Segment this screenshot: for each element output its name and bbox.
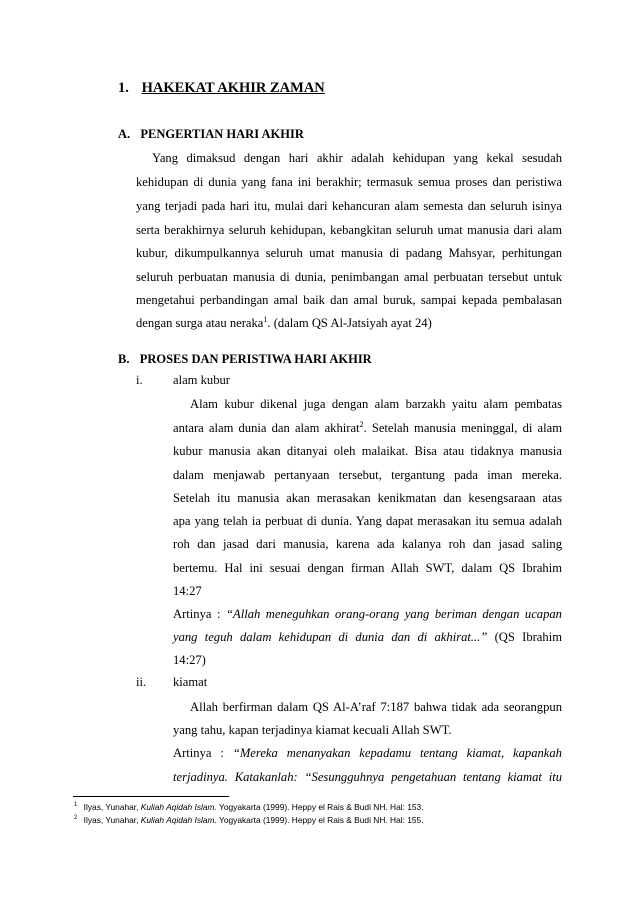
section-a-line: mengetahui perbandingan amal baik dan amal buruk, sampai kepada pembalasan (136, 293, 562, 307)
quote-text: yang teguh dalam kehidupan di dunia dan di akhirat...” (173, 630, 488, 644)
footnote-title: Kuliah Aqidah Islam. (140, 802, 217, 812)
item-i-line: Alam kubur dikenal juga dengan alam barzakh yaitu alam pembatas (190, 397, 562, 411)
section-a-line: yang terjadi pada hari itu, mulai dari kehancuran alam semesta dan seluruh isinya (136, 199, 562, 213)
item-i-text: . Setelah manusia meninggal, di alam (363, 421, 562, 435)
item-i-line: kubur manusia akan ditanyai oleh malaikat. Bisa atau tidaknya manusia (173, 444, 562, 458)
item-ii-title: kiamat (173, 675, 208, 689)
footnote-separator (73, 796, 229, 797)
section-b-label: B. (118, 352, 130, 366)
footnote-ref-1: 1 (263, 314, 268, 324)
item-ii-artinya-line (173, 745, 562, 761)
item-i-artinya-line (173, 629, 562, 645)
section-a-last-line (136, 315, 562, 331)
item-i-line: dalam menjawab pertanyaan tersebut, tergantung pada iman mereka. (173, 468, 562, 482)
quote-reference: (QS Ibrahim (487, 630, 562, 644)
section-a-text: . (dalam QS Al-Jatsiyah ayat 24) (267, 316, 432, 330)
section-a-heading (118, 127, 304, 142)
section-a-label: A. (118, 127, 131, 141)
item-i-line: apa yang telah ia perbuat di dunia. Yang dapat merasakan itu semua adalah (173, 514, 562, 528)
item-i-line: 14:27 (173, 584, 202, 598)
section-b-title: PROSES DAN PERISTIWA HARI AKHIR (139, 352, 372, 366)
heading-number: 1. (118, 80, 129, 96)
footnote-rest: Yogyakarta (1999). Heppy el Rais & Budi NH. Hal: 153. (216, 802, 424, 812)
footnote-1 (74, 802, 424, 812)
section-a-line: kehidupan di dunia yang fana ini berakhir; termasuk semua proses dan peristiwa (136, 175, 562, 189)
footnote-author: Ilyas, Yunahar, (83, 815, 141, 825)
footnote-mark: 2 (74, 815, 78, 822)
section-b-heading (118, 352, 372, 367)
section-a-line: seluruh perbuatan manusia di dunia, penimbangan amal perbuatan tersebut untuk (136, 270, 562, 284)
item-i-marker: i. (136, 373, 143, 387)
section-a-line: Yang dimaksud dengan hari akhir adalah kehidupan yang kekal sesudah (152, 151, 562, 165)
quote-text: terjadinya. Katakanlah: “Sesungguhnya pengetahuan tentang kiamat itu (173, 770, 562, 784)
footnote-title: Kuliah Aqidah Islam. (140, 815, 217, 825)
footnote-author: Ilyas, Yunahar, (83, 802, 141, 812)
heading-title: HAKEKAT AKHIR ZAMAN (141, 80, 325, 96)
item-ii-line: Allah berfirman dalam QS Al-A’raf 7:187 bahwa tidak ada seorangpun (190, 700, 562, 714)
artinya-label: Artinya : (173, 746, 233, 760)
item-i-line: Setelah itu manusia akan merasakan kenikmatan dan kesengsaraan atas (173, 491, 562, 505)
section-a-line: serta berakhirnya seluruh kehidupan, kebangkitan seluruh umat manusia dari alam (136, 223, 562, 237)
quote-text: “Mereka menanyakan kepadamu tentang kiamat, kapankah (232, 746, 562, 760)
item-i-text: antara alam dunia dan alam akhirat (173, 421, 360, 435)
item-ii-artinya-line (173, 769, 562, 785)
item-ii-marker: ii. (136, 675, 147, 689)
section-a-title: PENGERTIAN HARI AKHIR (140, 127, 304, 141)
section-a-line: kubur, dikumpulkannya seluruh umat manusia di padang Mahsyar, perhitungan (136, 246, 562, 260)
item-i-line (173, 420, 562, 436)
item-ii-line: yang tahu, kapan terjadinya kiamat kecuali Allah SWT. (173, 723, 452, 737)
item-i-artinya-line (173, 606, 562, 622)
section-a-text: dengan surga atau neraka (136, 316, 264, 330)
quote-text: “Allah meneguhkan orang-orang yang beriman dengan ucapan (226, 607, 562, 621)
item-i-line: roh dan jasad dari manusia, karena ada kalanya roh dan jasad saling (173, 537, 562, 551)
item-i-line: bertemu. Hal ini sesuai dengan firman Allah SWT, dalam QS Ibrahim (173, 561, 562, 575)
main-heading (118, 80, 325, 97)
artinya-label: Artinya : (173, 607, 226, 621)
footnote-rest: Yogyakarta (1999). Heppy el Rais & Budi NH. Hal: 155. (216, 815, 424, 825)
footnote-ref-2: 2 (359, 419, 364, 429)
footnote-2 (74, 815, 424, 825)
footnote-mark: 1 (74, 802, 78, 809)
item-i-title: alam kubur (173, 373, 231, 387)
item-i-artinya-line: 14:27) (173, 653, 206, 667)
